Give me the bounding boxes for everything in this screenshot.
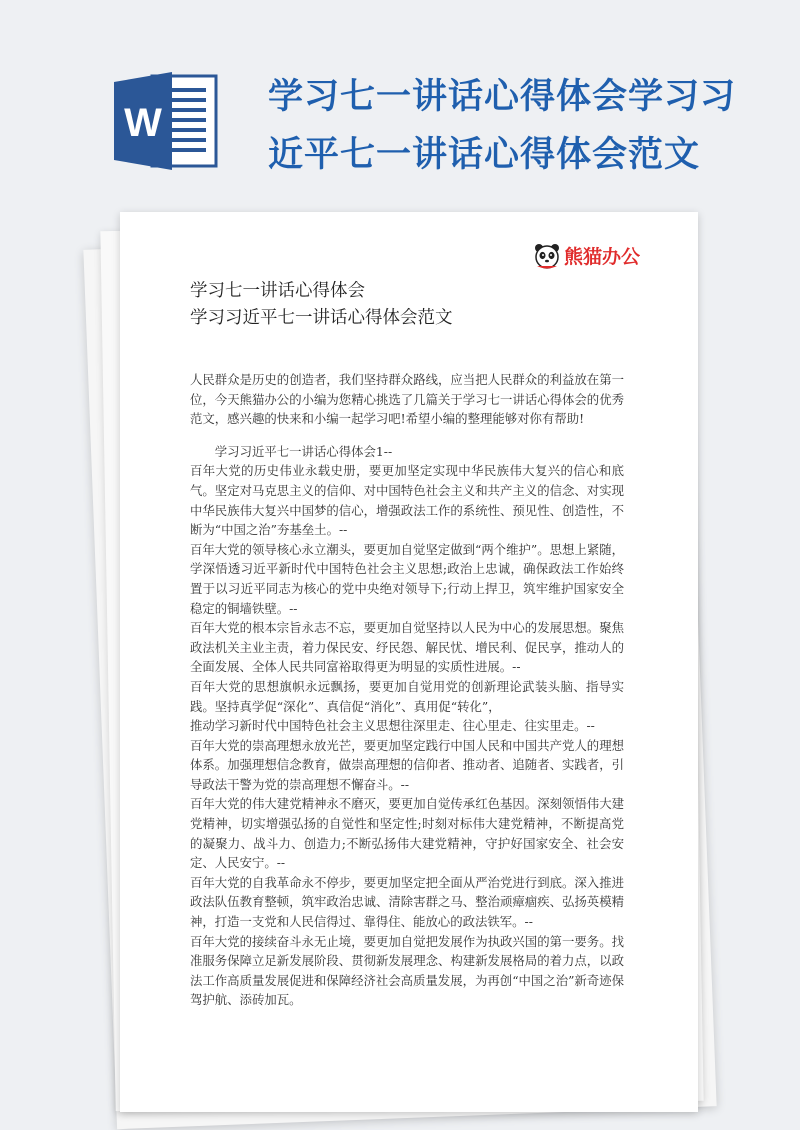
banner-title-line-2: 近平七一讲话心得体会范文 <box>268 135 701 175</box>
body-paragraph: 百年大党的自我革命永不停步，要更加坚定把全面从严治党进行到底。深入推进政法队伍教育整顿，筑牢政治忠诚、清除害群之马、整治顽瘴痼疾、弘扬英模精神，打造一支党和人民信得过、靠得住、能放心的政法铁军。-- <box>190 874 624 930</box>
brand-name: 熊猫办公 <box>563 246 640 268</box>
word-icon-letter: W <box>124 101 162 145</box>
document-page <box>120 212 698 1112</box>
banner-title-line-1: 学习七一讲话心得体会学习习 <box>268 77 737 117</box>
document-title-line-1: 学习七一讲话心得体会 <box>190 281 365 301</box>
intro-paragraph: 人民群众是历史的创造者，我们坚持群众路线，应当把人民群众的利益放在第一位，今天熊猫办公的小编为您精心挑选了几篇关于学习七一讲话心得体会的优秀范文，感兴趣的快来和小编一起学习吧!希望小编的整理能够对你有帮助! <box>190 372 624 427</box>
document-title <box>190 278 453 332</box>
body-paragraph: 百年大党的思想旗帜永远飘扬，要更加自觉用党的创新理论武装头脑、指导实践。坚持真学促“深化”、真信促“消化”、真用促“转化”， <box>190 678 624 714</box>
brand-logo <box>534 242 640 269</box>
body-paragraph: 百年大党的接续奋斗永无止境，要更加自觉把发展作为执政兴国的第一要务。找准服务保障立足新发展阶段、贯彻新发展理念、构建新发展格局的着力点，以政法工作高质量发展促进和保障经济社会高质量发展，为再创“中国之治”新奇迹保驾护航、添砖加瓦。 <box>190 933 624 1008</box>
panda-icon <box>534 243 560 269</box>
banner-title <box>268 68 768 184</box>
section-heading: 学习习近平七一讲话心得体会1-- <box>214 443 393 459</box>
body-paragraph: 百年大党的崇高理想永放光芒，要更加坚定践行中国人民和中国共产党人的理想体系。加强理想信念教育，做崇高理想的信仰者、推动者、追随者、实践者，引导政法干警为党的崇高理想不懈奋斗。-- <box>190 737 624 792</box>
document-body <box>190 370 624 1010</box>
word-document-icon <box>114 72 218 170</box>
body-paragraph: 推动学习新时代中国特色社会主义思想往深里走、往心里走、往实里走。-- <box>190 718 595 734</box>
body-paragraph: 百年大党的领导核心永立潮头，要更加自觉坚定做到“两个维护”。思想上紧随，学深悟透习近平新时代中国特色社会主义思想;政治上忠诚，确保政法工作始终置于以习近平同志为核心的党中央绝对领导下;行动上捍卫，筑牢维护国家安全稳定的铜墙铁壁。-- <box>190 541 624 616</box>
body-paragraph: 百年大党的根本宗旨永志不忘，要更加自觉坚持以人民为中心的发展思想。聚焦政法机关主业主责，着力保民安、纾民怨、解民忧、增民利、促民享，推动人的全面发展、全体人民共同富裕取得更为明显的实质性进展。-- <box>190 620 624 675</box>
body-paragraph: 百年大党的历史伟业永载史册，要更加坚定实现中华民族伟大复兴的信心和底气。坚定对马克思主义的信仰、对中国特色社会主义和共产主义的信念、对实现中华民族伟大复兴中国梦的信心，增强政法工作的系统性、预见性、创造性，不断为“中国之治”夯基垒土。-- <box>190 463 624 538</box>
document-title-line-2: 学习习近平七一讲话心得体会范文 <box>190 308 453 328</box>
body-paragraph: 百年大党的伟大建党精神永不磨灭，要更加自觉传承红色基因。深刻领悟伟大建党精神，切实增强弘扬的自觉性和坚定性;时刻对标伟大建党精神，不断提高党的凝聚力、战斗力、创造力;不断弘扬伟大建党精神，守护好国家安全、社会安定、人民安宁。-- <box>190 796 624 871</box>
